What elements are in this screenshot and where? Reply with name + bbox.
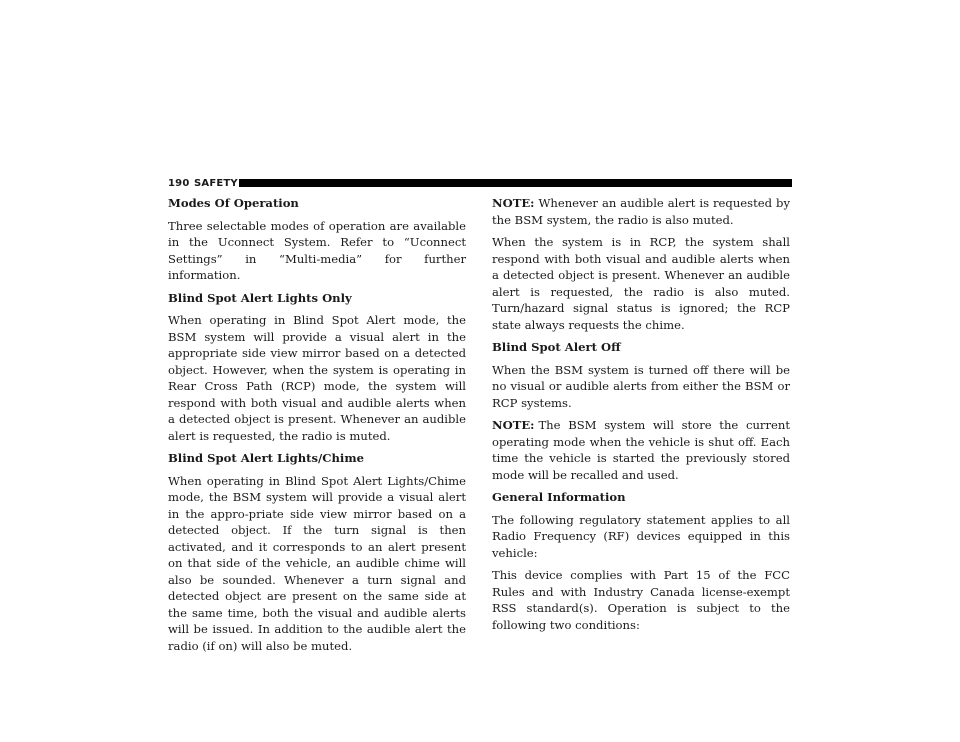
left-column (168, 195, 466, 660)
alert-off-heading: Blind Spot Alert Off (492, 340, 621, 354)
right-column (492, 195, 790, 639)
lights-only-paragraph: When operating in Blind Spot Alert mode, the BSM system will provide a visual alert in the appropriate side view mirror based on a detected object. However, when the system is operating in Rear Cross Path (RCP) mode, the system will respond with both visual and audible alerts when a detected object is present. Whenever an audible alert is requested, the radio is muted. (168, 313, 466, 443)
note-paragraph-1 (492, 195, 790, 228)
note-text-1: Whenever an audible alert is requested by the BSM system, the radio is also muted. (492, 196, 790, 227)
lights-only-heading: Blind Spot Alert Lights Only (168, 290, 352, 305)
rcp-paragraph: When the system is in RCP, the system shall respond with both visual and audible alerts when a detected object is present. Whenever an audible alert is requested, the radio is also muted. Turn/hazard signal status is ignored; the RCP state always requests the chime. (492, 235, 790, 332)
general-info-paragraph-1: The following regulatory statement applies to all Radio Frequency (RF) devices equipped in this vehicle: (492, 512, 790, 560)
lights-chime-paragraph: When operating in Blind Spot Alert Lights/Chime mode, the BSM system will provide a visual alert in the appro-priate side view mirror based on a detected object. If the turn signal is then activated, and it corresponds to an alert present on that side of the vehicle, an audible chime will also be sounded. Whenever a turn signal and detected object are present on the same side at the same time, both the visual and audible alerts will be issued. In addition to the audible alert the radio (if on) will also be muted. (168, 473, 466, 653)
modes-heading: Modes Of Operation (168, 196, 299, 210)
note-paragraph-2 (492, 417, 790, 483)
note-label-1: NOTE: (492, 196, 535, 210)
header-rule (239, 179, 792, 187)
page-number: 190 (168, 178, 190, 189)
alert-off-paragraph: When the BSM system is turned off there will be no visual or audible alerts from either the BSM or RCP systems. (492, 362, 790, 410)
section-title: SAFETY (194, 178, 238, 189)
general-info-heading: General Information (492, 490, 626, 504)
general-info-paragraph-2: This device complies with Part 15 of the FCC Rules and with Industry Canada license-exempt RSS standard(s). Operation is subject to the following two conditions: (492, 568, 790, 632)
lights-chime-heading: Blind Spot Alert Lights/Chime (168, 451, 364, 465)
modes-paragraph: Three selectable modes of operation are available in the Uconnect System. Refer to “Uconnect Settings” in “Multi-media” for further information. (168, 218, 466, 282)
note-text-2: The BSM system will store the current operating mode when the vehicle is shut off. Each time the vehicle is started the previously stored mode will be recalled and used. (492, 418, 790, 482)
note-label-2: NOTE: (492, 418, 535, 432)
page-header (168, 177, 792, 191)
